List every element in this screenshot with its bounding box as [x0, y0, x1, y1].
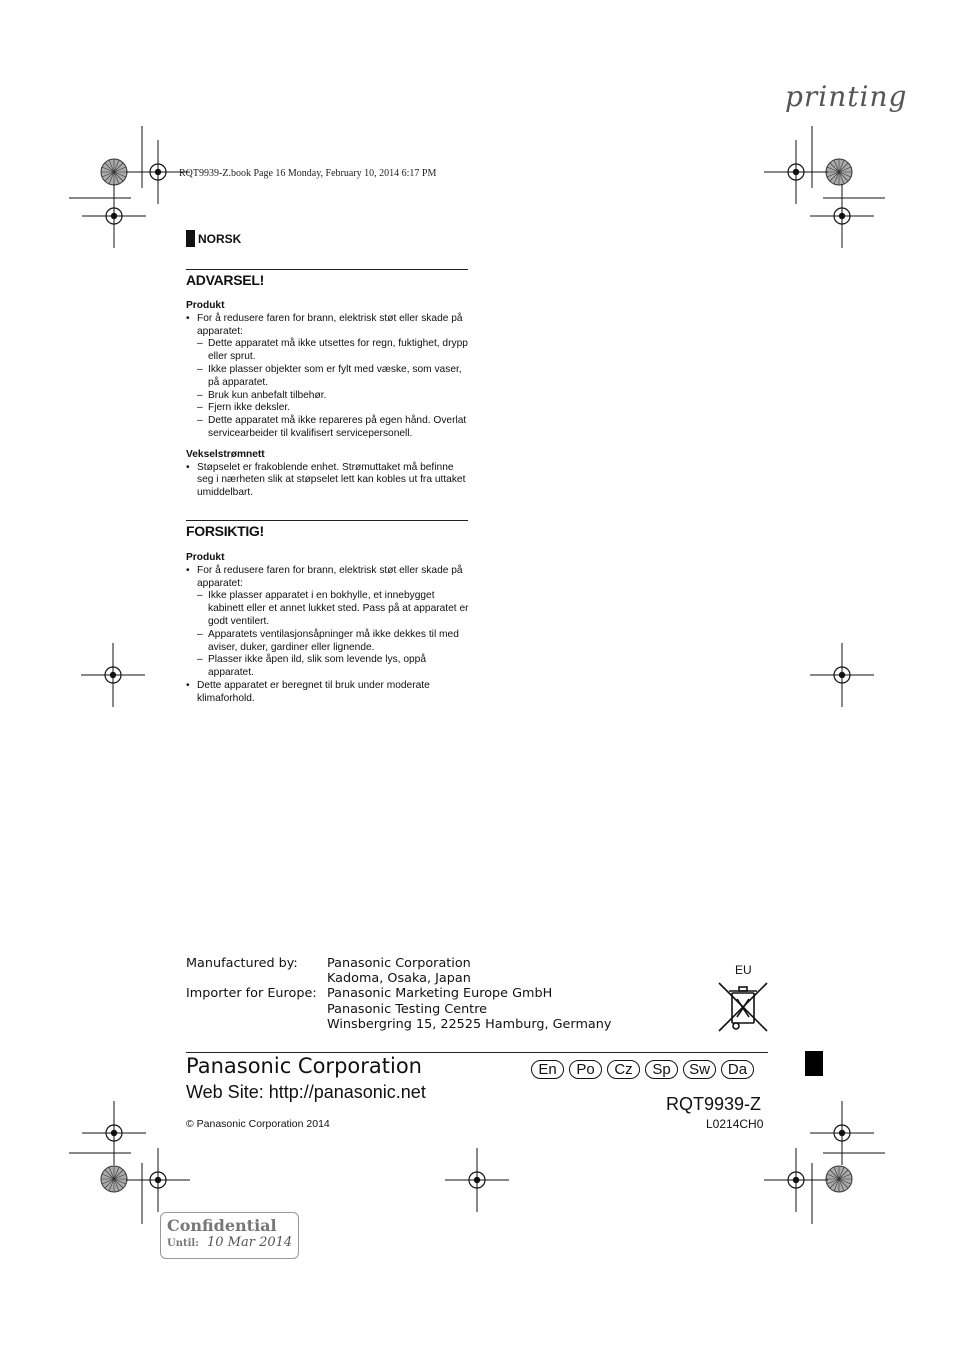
language-badge: En [531, 1060, 564, 1079]
print-code: L0214CH0 [706, 1117, 764, 1131]
warning-item: – Dette apparatet må ikke utsettes for regn, fuktighet, drypp eller sprut. [186, 338, 470, 364]
language-badge: Cz [607, 1060, 640, 1079]
caution-product-bullet: • For å redusere faren for brann, elektrisk støt eller skade på apparatet: [186, 565, 470, 591]
footer-rule [186, 1052, 768, 1053]
warning-item: – Bruk kun anbefalt tilbehør. [186, 390, 470, 403]
confidential-until-label: Until: [167, 1238, 199, 1249]
section-tag [186, 230, 241, 247]
importer-line: Panasonic Marketing Europe GmbH [327, 986, 553, 1002]
manufacturer-table [186, 956, 611, 1032]
warning-mains-label: Vekselstrømnett [186, 448, 265, 460]
manufacturer-line: Panasonic Corporation [327, 956, 471, 971]
warning-item: – Fjern ikke deksler. [186, 402, 470, 415]
language-badge: Sw [683, 1060, 716, 1079]
manufacturer-line: Kadoma, Osaka, Japan [327, 971, 471, 987]
caution-climate-bullet: • Dette apparatet er beregnet til bruk under moderate klimaforhold. [186, 680, 470, 706]
caution-item: – Plasser ikke åpen ild, slik som levende lys, oppå apparatet. [186, 654, 470, 680]
model-number: RQT9939-Z [666, 1094, 762, 1114]
black-tab-marker [805, 1051, 823, 1076]
confidential-until-date: 10 Mar 2014 [207, 1235, 293, 1250]
confidential-title: Confidential [167, 1216, 277, 1235]
language-badge: Sp [645, 1060, 678, 1079]
caution-heading: FORSIKTIG! [186, 523, 264, 539]
warning-body [186, 300, 470, 500]
copyright: © Panasonic Corporation 2014 [186, 1118, 330, 1130]
importer-line: Winsbergring 15, 22525 Hamburg, Germany [327, 1016, 612, 1032]
caution-product-label: Produkt [186, 552, 225, 563]
caution-body [186, 552, 470, 706]
language-list [531, 1060, 754, 1079]
website: Web Site: http://panasonic.net [186, 1082, 426, 1102]
section-tag-label: NORSK [198, 231, 242, 246]
warning-item: – Ikke plasser objekter som er fylt med væske, som vaser, på apparatet. [186, 364, 470, 390]
corporation-name: Panasonic Corporation [186, 1054, 422, 1078]
confidential-stamp [160, 1212, 299, 1259]
eu-label: EU [735, 963, 752, 977]
crossed-out-wheelie-bin-icon [715, 979, 771, 1035]
importer-line: Panasonic Testing Centre [327, 1001, 488, 1017]
language-badge: Da [721, 1060, 754, 1079]
printing-stamp: printing [785, 80, 908, 113]
warning-product-label: Produkt [186, 300, 225, 311]
importer-label: Importer for Europe: [186, 986, 317, 1002]
warning-rule [186, 269, 468, 270]
section-tag-bar [186, 230, 195, 247]
warning-heading: ADVARSEL! [186, 272, 264, 288]
warning-mains-bullet: • Støpselet er frakoblende enhet. Strømuttaket må befinne seg i nærheten slik at støpselet lett kan kobles ut fra uttaket umiddelbart. [186, 462, 470, 500]
language-badge: Po [569, 1060, 602, 1079]
caution-item: – Apparatets ventilasjonsåpninger må ikke dekkes til med aviser, duker, gardiner eller lignende. [186, 629, 470, 655]
warning-product-bullet: • For å redusere faren for brann, elektrisk støt eller skade på apparatet: [186, 313, 470, 339]
caution-item: – Ikke plasser apparatet i en bokhylle, et innebygget kabinett eller et annet lukket sted. Pass på at apparatet er godt ventilert. [186, 590, 470, 628]
book-line: RQT9939-Z.book Page 16 Monday, February 10, 2014 6:17 PM [179, 168, 437, 179]
manufactured-by-label: Manufactured by: [186, 956, 298, 971]
caution-rule [186, 520, 468, 521]
warning-item: – Dette apparatet må ikke repareres på egen hånd. Overlat servicearbeider til kvalifisert servicepersonell. [186, 415, 470, 441]
